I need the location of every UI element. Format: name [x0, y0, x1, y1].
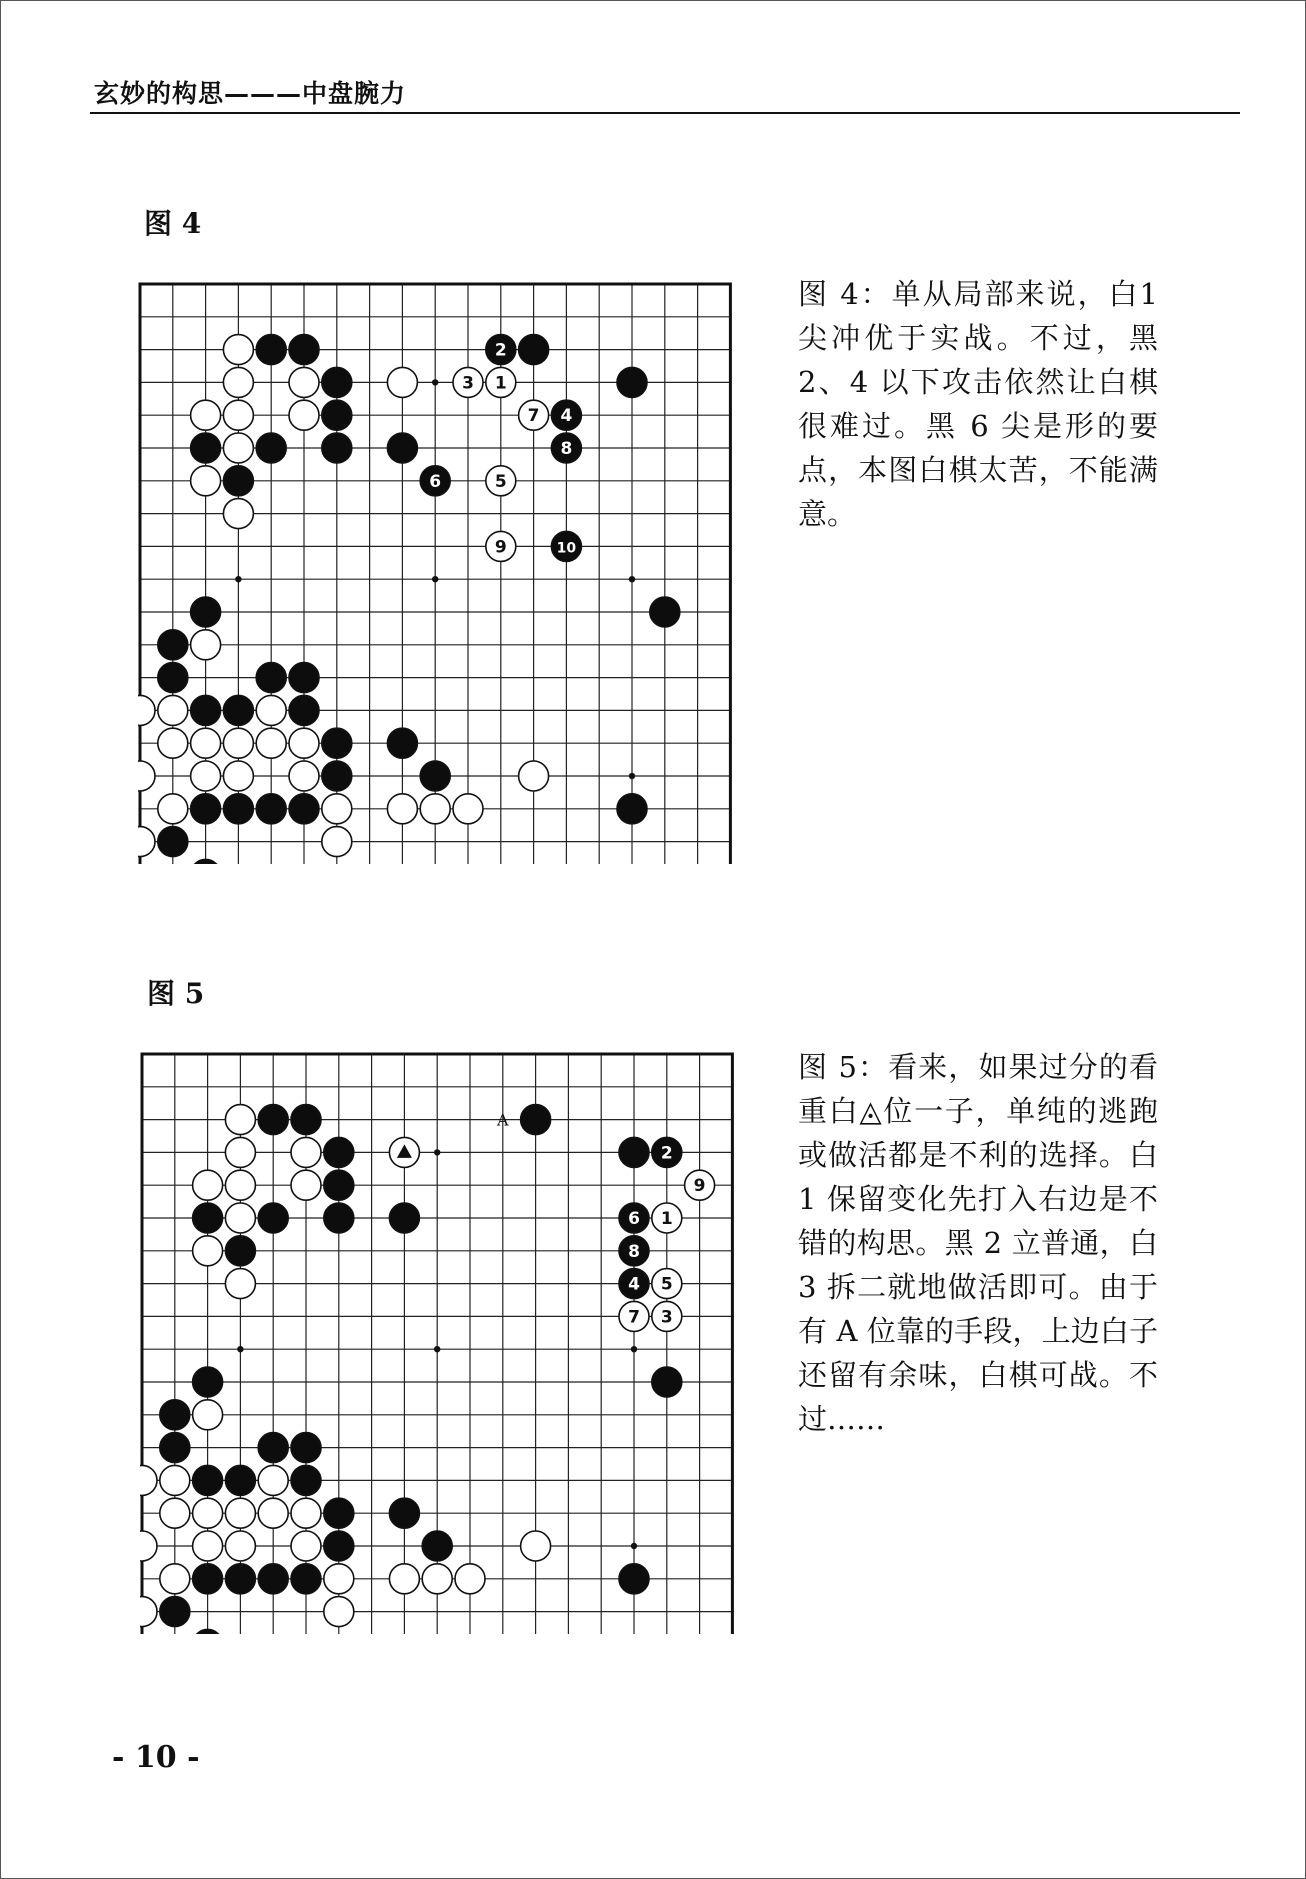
white-stone: [191, 728, 221, 758]
move-number: 6: [628, 1209, 640, 1229]
black-stone: [191, 794, 221, 824]
black-stone: [160, 1400, 190, 1430]
black-stone: [258, 1203, 288, 1233]
white-stone: [521, 1531, 551, 1561]
black-stone: [193, 1203, 223, 1233]
black-stone: [191, 859, 221, 864]
white-stone: [322, 794, 352, 824]
white-stone: [225, 1170, 255, 1200]
white-stone: [486, 466, 516, 496]
white-stone: [422, 1564, 452, 1594]
white-stone: [619, 1301, 649, 1331]
white-stone: [652, 1301, 682, 1331]
black-stone: [225, 1564, 255, 1594]
white-stone: [455, 1564, 485, 1594]
black-stone: [322, 367, 352, 397]
black-stone: [420, 466, 450, 496]
star-point: [629, 576, 635, 582]
black-stone: [223, 794, 253, 824]
white-stone: [324, 1564, 354, 1594]
move-number: 1: [494, 373, 507, 394]
move-number: 5: [494, 471, 507, 492]
black-stone: [389, 1203, 419, 1233]
white-stone: [223, 367, 253, 397]
black-stone: [619, 1137, 649, 1167]
white-stone: [193, 1498, 223, 1528]
move-number: 7: [628, 1307, 640, 1328]
white-stone: [140, 1597, 157, 1627]
black-stone: [322, 761, 352, 791]
black-stone: [160, 1433, 190, 1463]
white-stone: [291, 1498, 321, 1528]
black-stone: [551, 400, 581, 430]
black-stone: [324, 1203, 354, 1233]
white-stone: [225, 1498, 255, 1528]
black-stone: [619, 1203, 649, 1233]
black-stone: [191, 597, 221, 627]
black-stone: [258, 1564, 288, 1594]
black-stone: [324, 1137, 354, 1167]
white-stone: [138, 695, 155, 725]
black-stone: [521, 1105, 551, 1135]
white-stone: [291, 1531, 321, 1561]
go-board-figure-4: [138, 280, 734, 864]
black-stone: [324, 1531, 354, 1561]
black-stone: [387, 433, 417, 463]
black-stone: [256, 794, 286, 824]
move-number: 2: [660, 1143, 673, 1164]
white-stone: [387, 794, 417, 824]
black-stone: [191, 695, 221, 725]
white-stone: [193, 1531, 223, 1561]
white-stone: [486, 531, 516, 561]
move-number: 9: [693, 1176, 706, 1197]
black-stone: [652, 1137, 682, 1167]
white-stone: [685, 1170, 715, 1200]
black-stone: [291, 1433, 321, 1463]
black-stone: [291, 1465, 321, 1495]
black-stone: [422, 1531, 452, 1561]
black-stone: [322, 433, 352, 463]
white-stone: [289, 728, 319, 758]
move-number: 2: [494, 340, 507, 361]
white-stone: [193, 1170, 223, 1200]
black-stone: [519, 335, 549, 365]
white-stone: [225, 1531, 255, 1561]
white-stone: [519, 400, 549, 430]
black-stone: [256, 433, 286, 463]
white-stone: [223, 400, 253, 430]
white-stone: [225, 1137, 255, 1167]
black-stone: [617, 794, 647, 824]
white-stone: [223, 728, 253, 758]
black-stone: [193, 1564, 223, 1594]
white-stone: [453, 367, 483, 397]
white-stone: [519, 761, 549, 791]
move-number: 3: [660, 1307, 673, 1328]
white-stone: [225, 1105, 255, 1135]
white-stone: [191, 400, 221, 430]
black-stone: [619, 1236, 649, 1266]
white-stone: [291, 1170, 321, 1200]
black-stone: [258, 1433, 288, 1463]
star-point: [631, 1543, 637, 1549]
white-stone: [289, 400, 319, 430]
figure-4-board: [138, 280, 734, 864]
black-stone: [223, 695, 253, 725]
black-stone: [486, 335, 516, 365]
black-stone: [258, 1105, 288, 1135]
black-stone: [387, 728, 417, 758]
move-number: 8: [560, 439, 573, 459]
white-stone: [258, 1465, 288, 1495]
white-stone: [258, 1498, 288, 1528]
black-stone: [322, 728, 352, 758]
white-stone: [289, 367, 319, 397]
figure-4-caption: 图 4：单从局部来说，白1尖冲优于实战。不过，黑 2、4 以下攻击依然让白棋很难过。黑 6 尖是形的要点，本图白棋太苦，不能满意。: [798, 277, 1158, 531]
black-stone: [551, 433, 581, 463]
white-stone: [158, 728, 188, 758]
black-stone: [225, 1465, 255, 1495]
white-stone: [223, 335, 253, 365]
star-point: [631, 1346, 637, 1352]
white-stone: [138, 827, 155, 857]
black-stone: [389, 1498, 419, 1528]
black-stone: [193, 1629, 223, 1634]
white-stone: [486, 367, 516, 397]
black-stone: [619, 1564, 649, 1594]
white-stone: [140, 1531, 157, 1561]
star-point: [434, 1149, 440, 1155]
white-stone: [191, 630, 221, 660]
black-stone: [160, 1597, 190, 1627]
board-mark-a: A: [497, 1110, 509, 1130]
white-stone: [652, 1269, 682, 1299]
white-stone: [225, 1269, 255, 1299]
black-stone: [223, 466, 253, 496]
black-stone: [324, 1498, 354, 1528]
white-stone: [652, 1203, 682, 1233]
running-title: 玄妙的构思———中盘腕力: [94, 79, 407, 108]
black-stone: [256, 663, 286, 693]
move-number: 6: [429, 471, 442, 492]
black-stone: [158, 630, 188, 660]
go-board-figure-5: [140, 1050, 736, 1634]
white-stone: [453, 794, 483, 824]
black-stone: [289, 663, 319, 693]
black-stone: [191, 433, 221, 463]
black-stone: [193, 1367, 223, 1397]
white-stone: [420, 794, 450, 824]
star-point: [432, 576, 438, 582]
white-stone: [160, 1465, 190, 1495]
move-number: 9: [494, 537, 507, 558]
page-number: - 10 -: [112, 1740, 200, 1775]
white-stone: [193, 1236, 223, 1266]
black-stone: [289, 335, 319, 365]
star-point: [235, 576, 241, 582]
star-point: [434, 1346, 440, 1352]
black-stone: [193, 1465, 223, 1495]
white-stone: [193, 1400, 223, 1430]
star-point: [629, 773, 635, 779]
white-stone: [291, 1137, 321, 1167]
star-point: [432, 379, 438, 385]
move-number: 4: [560, 406, 573, 427]
white-stone: [324, 1597, 354, 1627]
header-rule: [90, 112, 1240, 114]
white-stone: [225, 1203, 255, 1233]
black-stone: [291, 1105, 321, 1135]
move-number: 5: [660, 1274, 673, 1295]
figure-4-label: 图 4: [144, 207, 202, 240]
white-stone: [160, 1498, 190, 1528]
white-stone: [389, 1564, 419, 1594]
move-number: 8: [628, 1241, 640, 1262]
white-stone: [140, 1465, 157, 1495]
white-stone: [256, 695, 286, 725]
white-stone: [223, 433, 253, 463]
white-stone: [160, 1564, 190, 1594]
black-stone: [324, 1170, 354, 1200]
white-stone: [223, 499, 253, 529]
black-stone: [289, 794, 319, 824]
black-stone: [652, 1367, 682, 1397]
move-number: 4: [628, 1274, 640, 1295]
figure-5-caption: 图 5：看来，如果过分的看重白◬位一子，单纯的逃跑或做活都是不利的选择。白 1 保留变化先打入右边是不错的构思。黑 2 立普通，白 3 拆二就地做活即可。由于有 A 位靠的手段，上边白子还留有余味，白棋可战。不过……: [798, 1050, 1158, 1436]
black-stone: [289, 695, 319, 725]
black-stone: [617, 367, 647, 397]
white-stone: [223, 761, 253, 791]
black-stone: [420, 761, 450, 791]
black-stone: [650, 597, 680, 627]
move-number: 1: [660, 1209, 673, 1229]
white-stone: [289, 761, 319, 791]
black-stone: [291, 1564, 321, 1594]
black-stone: [619, 1269, 649, 1299]
black-stone: [158, 827, 188, 857]
black-stone: [551, 531, 581, 561]
white-stone: [138, 761, 155, 791]
black-stone: [256, 335, 286, 365]
white-stone: [387, 367, 417, 397]
move-number: 7: [527, 406, 540, 427]
white-stone: [322, 827, 352, 857]
black-stone: [322, 400, 352, 430]
white-stone: [158, 794, 188, 824]
black-stone: [158, 663, 188, 693]
figure-5-board: [140, 1050, 736, 1634]
move-number: 10: [556, 540, 577, 557]
white-stone: [158, 695, 188, 725]
star-point: [237, 1346, 243, 1352]
move-number: 3: [462, 373, 474, 394]
white-stone: [256, 728, 286, 758]
white-stone: [191, 466, 221, 496]
white-stone: [389, 1137, 419, 1167]
figure-5-label: 图 5: [147, 977, 205, 1010]
white-stone: [191, 761, 221, 791]
black-stone: [225, 1236, 255, 1266]
